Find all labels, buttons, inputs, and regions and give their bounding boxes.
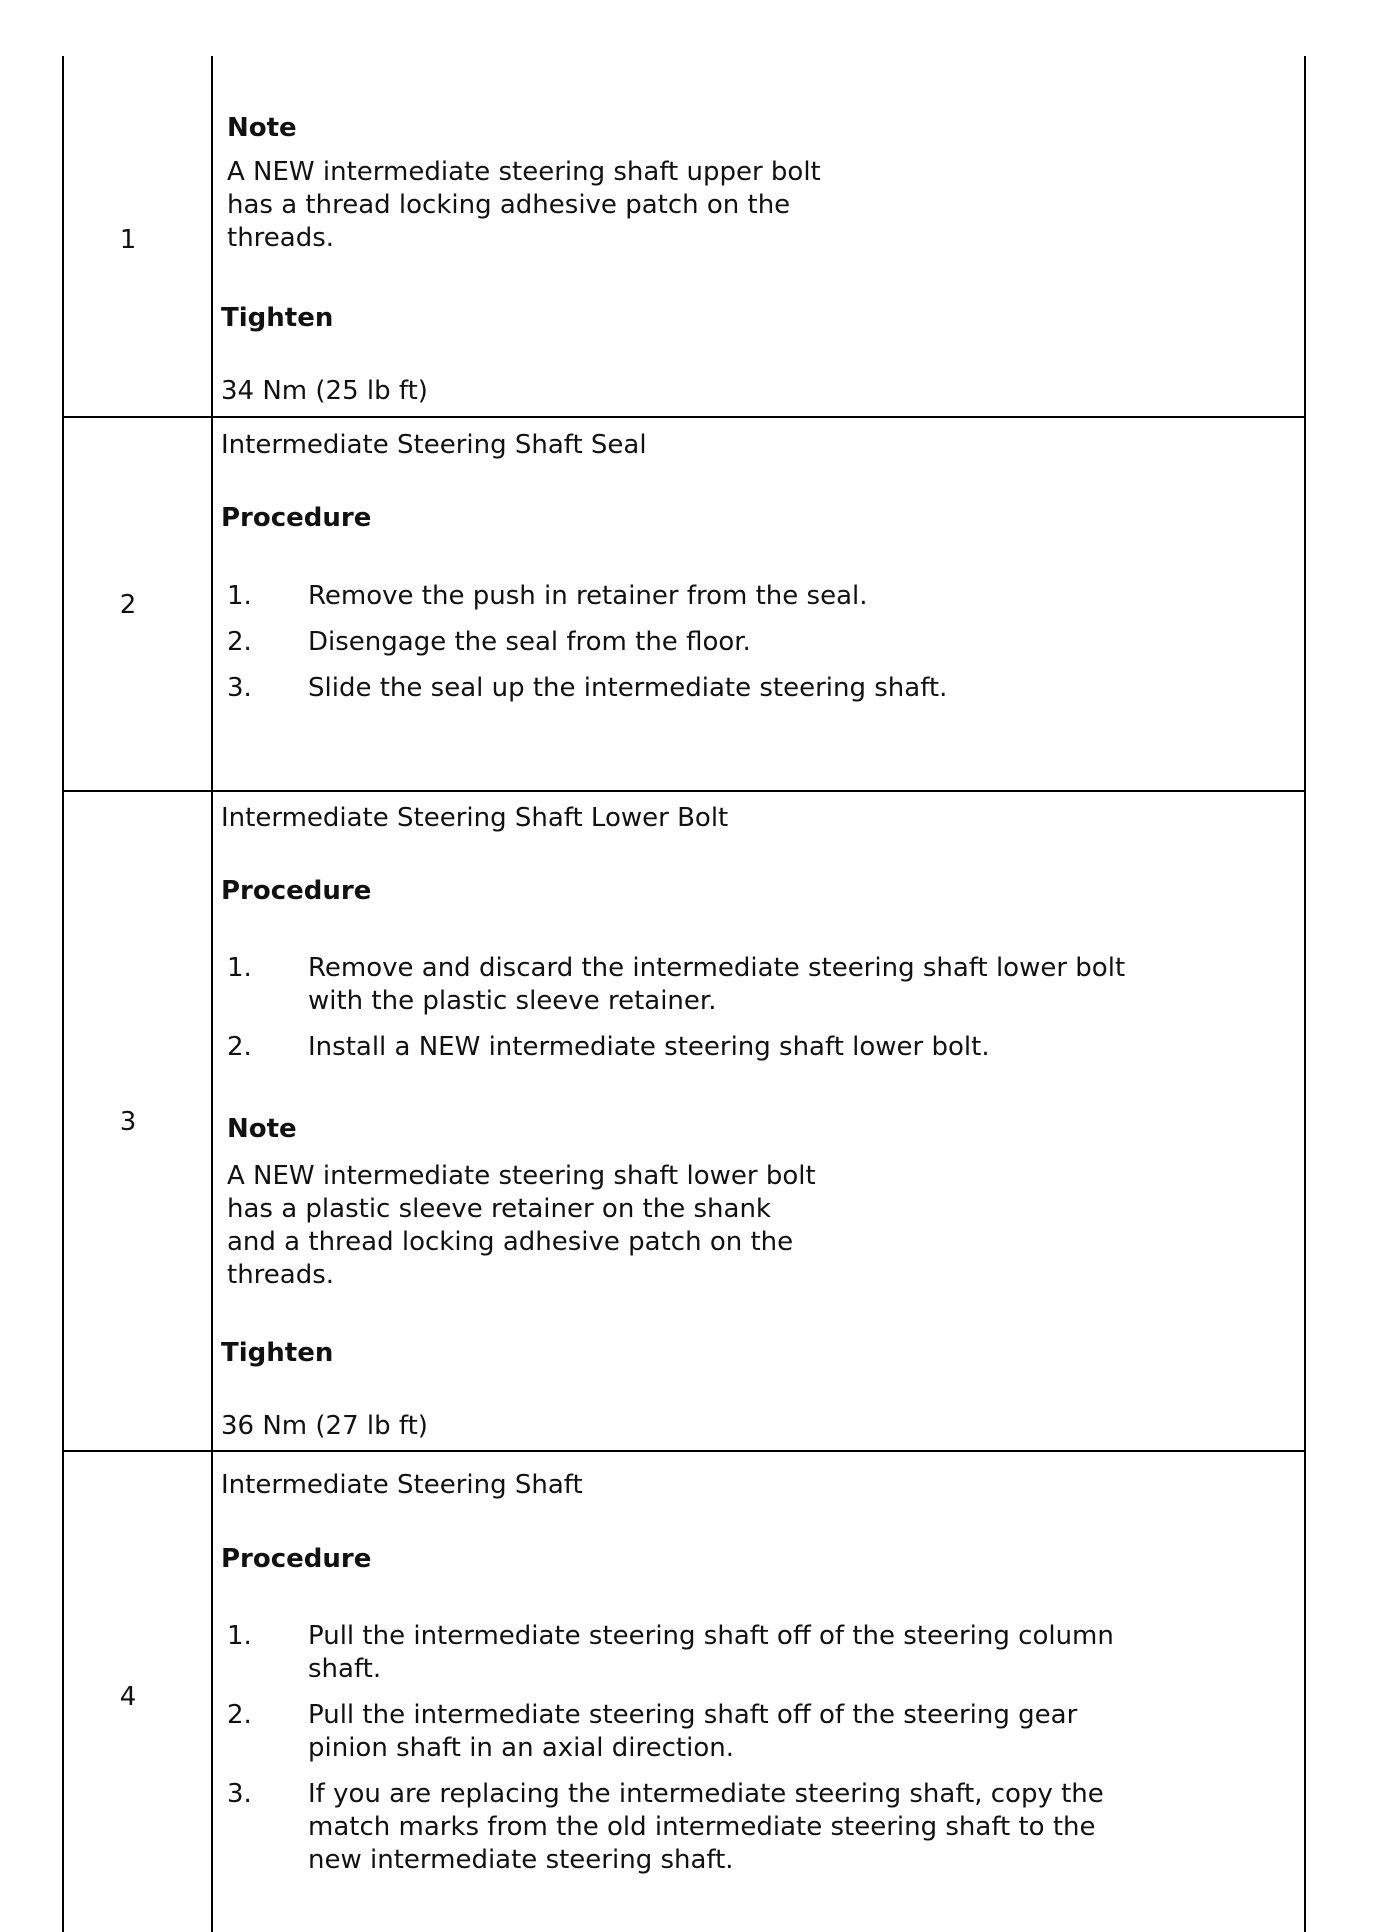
- list-item: Install a NEW intermediate steering shaft lower bolt.: [308, 1032, 990, 1062]
- step-title: Intermediate Steering Shaft Lower Bolt: [221, 803, 729, 833]
- note-line: has a thread locking adhesive patch on the: [227, 190, 791, 220]
- list-item: Disengage the seal from the floor.: [308, 627, 751, 657]
- tighten-label: Tighten: [221, 303, 334, 333]
- list-item: Remove the push in retainer from the seal.: [308, 581, 868, 611]
- row-divider: [62, 416, 1306, 418]
- step-title: Intermediate Steering Shaft Seal: [221, 430, 647, 460]
- list-item: pinion shaft in an axial direction.: [308, 1733, 735, 1763]
- list-item: Slide the seal up the intermediate steering shaft.: [308, 673, 948, 703]
- tighten-label: Tighten: [221, 1338, 334, 1368]
- step-number: 3: [119, 1107, 137, 1137]
- note-line: A NEW intermediate steering shaft upper bolt: [227, 157, 821, 187]
- note-line: threads.: [227, 223, 335, 253]
- list-number: 1.: [227, 1621, 252, 1651]
- note-label: Note: [227, 113, 297, 143]
- row-divider: [62, 1450, 1306, 1452]
- list-item: Pull the intermediate steering shaft off of the steering gear: [308, 1700, 1078, 1730]
- list-item: match marks from the old intermediate steering shaft to the: [308, 1812, 1096, 1842]
- note-line: and a thread locking adhesive patch on the: [227, 1227, 794, 1257]
- step-number: 2: [119, 590, 137, 620]
- note-line: A NEW intermediate steering shaft lower bolt: [227, 1161, 816, 1191]
- procedure-label: Procedure: [221, 1544, 372, 1574]
- list-item: shaft.: [308, 1654, 382, 1684]
- list-item: If you are replacing the intermediate steering shaft, copy the: [308, 1779, 1104, 1809]
- step-title: Intermediate Steering Shaft: [221, 1470, 583, 1500]
- list-item: with the plastic sleeve retainer.: [308, 986, 717, 1016]
- list-number: 2.: [227, 1032, 252, 1062]
- row-divider: [62, 790, 1306, 792]
- step-number: 4: [119, 1682, 137, 1712]
- torque-value: 36 Nm (27 lb ft): [221, 1411, 428, 1441]
- torque-value: 34 Nm (25 lb ft): [221, 376, 428, 406]
- table-column-divider: [211, 56, 213, 1932]
- table-left-border: [62, 56, 64, 1932]
- step-number: 1: [119, 225, 137, 255]
- list-number: 3.: [227, 673, 252, 703]
- note-line: has a plastic sleeve retainer on the shank: [227, 1194, 771, 1224]
- list-number: 1.: [227, 581, 252, 611]
- list-item: Remove and discard the intermediate steering shaft lower bolt: [308, 953, 1126, 983]
- table-right-border: [1304, 56, 1306, 1932]
- procedure-label: Procedure: [221, 876, 372, 906]
- list-item: Pull the intermediate steering shaft off of the steering column: [308, 1621, 1114, 1651]
- note-label: Note: [227, 1114, 297, 1144]
- list-number: 3.: [227, 1779, 252, 1809]
- list-number: 2.: [227, 627, 252, 657]
- procedure-label: Procedure: [221, 503, 372, 533]
- list-item: new intermediate steering shaft.: [308, 1845, 734, 1875]
- list-number: 2.: [227, 1700, 252, 1730]
- note-line: threads.: [227, 1260, 335, 1290]
- list-number: 1.: [227, 953, 252, 983]
